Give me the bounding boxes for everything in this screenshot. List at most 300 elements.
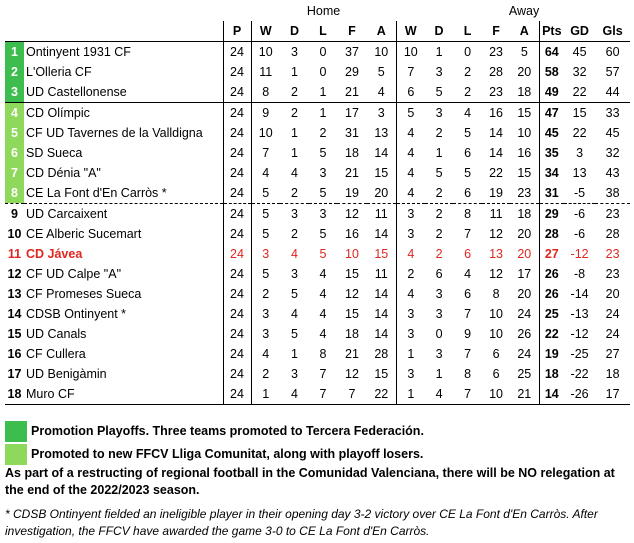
column-header: Gls [595, 21, 630, 42]
stat-cell: 5 [367, 62, 396, 82]
stat-cell: 2 [262, 367, 270, 381]
table-row [5, 344, 630, 364]
stat-cell: 3 [435, 287, 443, 301]
stat-cell: 16 [482, 103, 510, 124]
stat-cell: 31 [345, 126, 359, 140]
stat-cell: 24 [223, 143, 251, 163]
stat-cell: 24 [605, 327, 620, 341]
stat-cell: 24 [223, 324, 251, 344]
stat-cell: 23 [489, 45, 504, 59]
stat-cell: 6 [464, 186, 472, 200]
column-header: L [453, 21, 482, 42]
stat-cell: 2 [435, 126, 443, 140]
footnote: * CDSB Ontinyent fielded an ineligible player in their opening day 3-2 victory over CE La Font d'En Carròs. After investigation, the FFCV have awarded the game 3-0 to CE La Font d'En Carròs. [5, 507, 598, 538]
stat-cell: 24 [223, 364, 251, 384]
stat-cell: 35 [544, 146, 559, 160]
stat-cell: 12 [337, 204, 367, 225]
stat-cell: 45 [544, 126, 559, 140]
stat-cell: 0 [435, 327, 443, 341]
stat-cell: 25 [510, 364, 539, 384]
stat-cell: 2 [262, 287, 270, 301]
position-cell: 17 [7, 367, 22, 381]
table-row [5, 103, 630, 124]
stat-cell: 14 [367, 324, 396, 344]
stat-cell: 22 [367, 384, 396, 405]
stat-cell: 21 [345, 85, 359, 99]
stat-cell: 44 [605, 85, 620, 99]
stat-cell: 4 [319, 287, 327, 301]
stat-cell: 18 [510, 82, 539, 103]
legend [5, 421, 630, 465]
team-name-cell: CE La Font d'En Carròs * [24, 183, 223, 204]
stat-cell: 21 [345, 166, 359, 180]
stat-cell: 22 [572, 126, 587, 140]
stat-cell: 14 [539, 384, 564, 405]
stat-cell: 3 [262, 307, 270, 321]
stat-cell: 12 [345, 367, 359, 381]
stat-cell: 4 [464, 267, 472, 281]
stat-cell: 15 [367, 244, 396, 264]
column-header: A [510, 21, 539, 42]
position-cell: 5 [5, 123, 24, 143]
stat-cell: 4 [291, 307, 298, 321]
stat-cell: 7 [319, 367, 327, 381]
stat-cell: 1 [435, 367, 443, 381]
stat-cell: 3 [407, 227, 415, 241]
stat-cell: 43 [605, 166, 620, 180]
stat-cell: 4 [407, 166, 415, 180]
stat-cell: 29 [345, 65, 359, 79]
table-row [5, 304, 630, 324]
stat-cell: 24 [223, 62, 251, 82]
stat-cell: 2 [435, 247, 443, 261]
table-row [5, 82, 630, 103]
stat-cell: 2 [291, 85, 298, 99]
stat-cell: 12 [489, 227, 504, 241]
stat-cell: 1 [291, 126, 298, 140]
team-name-cell: UD Benigàmin [24, 364, 223, 384]
legend-promoted-lliga [5, 444, 630, 465]
stat-cell: 14 [367, 143, 396, 163]
table-row [5, 204, 630, 225]
stat-cell: 60 [605, 45, 620, 59]
stat-cell: 37 [345, 45, 359, 59]
stat-cell: 22 [489, 166, 504, 180]
position-cell: 10 [7, 227, 22, 241]
relegation-notice: As part of a restructing of regional football in the Comunidad Valenciana, there will be NO relegation at the end of the 2022/2023 season. [5, 466, 615, 497]
stat-cell: 28 [367, 344, 396, 364]
team-name-cell: UD Canals [24, 324, 223, 344]
column-header: A [367, 21, 396, 42]
stat-cell: 6 [492, 347, 500, 361]
stat-cell: 22 [544, 327, 559, 341]
stat-cell: 28 [544, 227, 559, 241]
stat-cell: 21 [510, 384, 539, 405]
stat-cell: 7 [407, 65, 415, 79]
stat-cell: 1 [396, 384, 425, 405]
stat-cell: 58 [544, 65, 559, 79]
stat-cell: 8 [492, 287, 500, 301]
stat-cell: 26 [544, 267, 559, 281]
stat-cell: 15 [367, 364, 396, 384]
stat-cell: 11 [259, 65, 273, 79]
stat-cell: 1 [435, 146, 443, 160]
stat-cell: 10 [489, 307, 504, 321]
stat-cell: 18 [510, 204, 539, 225]
stat-cell: 22 [572, 85, 587, 99]
stat-cell: 1 [251, 384, 280, 405]
stat-cell: 11 [482, 204, 510, 225]
stat-cell: 24 [223, 264, 251, 284]
stat-cell: 7 [464, 307, 472, 321]
stat-cell: 24 [223, 183, 251, 204]
stat-cell: 17 [595, 384, 630, 405]
stat-cell: 3 [262, 327, 270, 341]
stat-cell: 3 [319, 166, 327, 180]
stat-cell: 8 [464, 367, 472, 381]
stat-cell: 1 [291, 65, 298, 79]
stat-cell: 47 [539, 103, 564, 124]
stat-cell: 16 [345, 227, 359, 241]
table-row [5, 42, 630, 63]
stat-cell: -25 [570, 347, 589, 361]
stat-cell: 4 [319, 267, 327, 281]
stat-cell: 19 [345, 186, 359, 200]
legend-promotion-playoffs [5, 421, 630, 442]
position-cell: 11 [7, 247, 22, 261]
stat-cell: 3 [291, 45, 298, 59]
stat-cell: 24 [223, 42, 251, 63]
stat-cell: 3 [262, 247, 270, 261]
stat-cell: 23 [510, 183, 539, 204]
stat-cell: 1 [319, 85, 327, 99]
team-name-cell: CD Olímpic [24, 103, 223, 124]
stat-cell: 15 [367, 163, 396, 183]
stat-cell: 3 [367, 103, 396, 124]
stat-cell: 13 [367, 123, 396, 143]
table-row [5, 163, 630, 183]
stat-cell: 14 [367, 304, 396, 324]
stat-cell: 64 [544, 45, 559, 59]
stat-cell: 4 [407, 126, 415, 140]
stat-cell: 27 [544, 247, 559, 261]
stat-cell: 49 [544, 85, 559, 99]
stat-cell: 5 [319, 146, 327, 160]
stat-cell: 4 [453, 103, 482, 124]
column-header: P [223, 21, 251, 42]
league-table-body [5, 2, 630, 405]
stat-cell: 5 [251, 204, 280, 225]
stat-cell: -26 [564, 384, 595, 405]
stat-cell: 15 [510, 163, 539, 183]
stat-cell: 4 [407, 247, 415, 261]
stat-cell: 25 [544, 307, 559, 321]
stat-cell: 20 [510, 224, 539, 244]
stat-cell: 10 [258, 126, 273, 140]
stat-cell: 4 [407, 146, 415, 160]
stat-cell: 5 [262, 186, 270, 200]
stat-cell: 8 [453, 204, 482, 225]
position-cell: 13 [7, 287, 22, 301]
stat-cell: 8 [319, 347, 327, 361]
stat-cell: 10 [489, 327, 504, 341]
stat-cell: 14 [367, 224, 396, 244]
stat-cell: 2 [291, 227, 298, 241]
stat-cell: 24 [223, 123, 251, 143]
team-name-cell: L'Olleria CF [24, 62, 223, 82]
stat-cell: 23 [605, 247, 620, 261]
stat-cell: 4 [407, 186, 415, 200]
stat-cell: 4 [319, 307, 327, 321]
stat-cell: 24 [223, 384, 251, 405]
stat-cell: 10 [345, 247, 359, 261]
stat-cell: 2 [435, 227, 443, 241]
promotion-swatch [5, 421, 27, 442]
stat-cell: 3 [435, 307, 443, 321]
stat-cell: -6 [564, 204, 595, 225]
column-header: D [425, 21, 453, 42]
stat-cell: 14 [489, 146, 504, 160]
stat-cell: 5 [291, 327, 298, 341]
stat-cell: 10 [367, 42, 396, 63]
stat-cell: -6 [574, 227, 586, 241]
table-row [5, 324, 630, 344]
stat-cell: 24 [605, 307, 620, 321]
table-row [5, 244, 630, 264]
team-name-cell: UD Carcaixent [24, 204, 223, 225]
position-cell: 14 [7, 307, 22, 321]
stat-cell: 5 [435, 85, 443, 99]
stat-cell: 19 [544, 347, 559, 361]
team-name-cell: UD Castellonense [24, 82, 223, 103]
stat-cell: 3 [309, 204, 337, 225]
stat-cell: 3 [407, 367, 415, 381]
stat-cell: 2 [464, 85, 472, 99]
stat-cell: 6 [464, 247, 472, 261]
stat-cell: 3 [425, 103, 453, 124]
stat-cell: 15 [345, 307, 359, 321]
stat-cell: 5 [262, 227, 270, 241]
stat-cell: 6 [464, 287, 472, 301]
stat-cell: 3 [435, 347, 443, 361]
stat-cell: 3 [576, 146, 584, 160]
stat-cell: 4 [262, 347, 270, 361]
stat-cell: 1 [291, 146, 298, 160]
team-name-cell: CF Cullera [24, 344, 223, 364]
stat-cell: 2 [464, 65, 472, 79]
column-header-row [5, 21, 630, 42]
stat-cell: -8 [574, 267, 586, 281]
position-cell: 8 [5, 183, 24, 204]
stat-cell: 5 [262, 267, 270, 281]
stat-cell: 7 [262, 146, 270, 160]
promotion-playoffs-text: Promotion Playoffs. Three teams promoted to Tercera Federación. [31, 424, 424, 438]
position-cell: 18 [5, 384, 24, 405]
stat-cell: 29 [539, 204, 564, 225]
stat-cell: 13 [572, 166, 587, 180]
table-row [5, 143, 630, 163]
stat-cell: 18 [605, 367, 620, 381]
stat-cell: 15 [564, 103, 595, 124]
stat-cell: 7 [464, 347, 472, 361]
stat-cell: 5 [396, 103, 425, 124]
team-name-cell: CF Promeses Sueca [24, 284, 223, 304]
stat-cell: 4 [319, 327, 327, 341]
stat-cell: -13 [570, 307, 589, 321]
stat-cell: 4 [291, 247, 298, 261]
stat-cell: 5 [291, 287, 298, 301]
stat-cell: 4 [407, 287, 415, 301]
stat-cell: 6 [464, 146, 472, 160]
stat-cell: 5 [464, 126, 472, 140]
stat-cell: 24 [223, 304, 251, 324]
stat-cell: 7 [453, 384, 482, 405]
stat-cell: 3 [407, 327, 415, 341]
stat-cell: 0 [319, 45, 327, 59]
stat-cell: 3 [280, 204, 309, 225]
stat-cell: 32 [572, 65, 587, 79]
position-cell: 3 [5, 82, 24, 103]
stat-cell: 10 [510, 123, 539, 143]
stat-cell: 6 [492, 367, 500, 381]
stat-cell: 28 [489, 65, 504, 79]
stat-cell: 5 [319, 247, 327, 261]
stat-cell: 38 [605, 186, 620, 200]
stat-cell: 16 [510, 143, 539, 163]
column-header: F [482, 21, 510, 42]
stat-cell: 24 [223, 224, 251, 244]
stat-cell: 7 [309, 384, 337, 405]
stat-cell: 24 [223, 344, 251, 364]
stat-cell: 20 [510, 244, 539, 264]
stat-cell: 34 [544, 166, 559, 180]
stat-cell: -12 [570, 327, 589, 341]
stat-cell: 10 [403, 45, 418, 59]
league-table [5, 2, 630, 405]
stat-cell: 23 [489, 85, 504, 99]
stat-cell: -5 [574, 186, 586, 200]
stat-cell: -22 [570, 367, 589, 381]
stat-cell: -12 [570, 247, 589, 261]
stat-cell: 2 [407, 267, 415, 281]
stat-cell: 2 [280, 103, 309, 124]
stat-cell: 6 [407, 85, 415, 99]
stat-cell: 24 [223, 103, 251, 124]
stat-cell: 8 [262, 85, 270, 99]
stat-cell: 5 [435, 166, 443, 180]
table-row [5, 284, 630, 304]
stat-cell: 18 [345, 146, 359, 160]
stat-cell: 18 [345, 327, 359, 341]
stat-cell: 20 [510, 62, 539, 82]
stat-cell: 45 [605, 126, 620, 140]
stat-cell: 3 [291, 367, 298, 381]
table-row [5, 62, 630, 82]
team-name-cell: CD Dénia "A" [24, 163, 223, 183]
stat-cell: 9 [251, 103, 280, 124]
team-name-cell: CDSB Ontinyent * [24, 304, 223, 324]
home-group-label: Home [306, 4, 341, 18]
stat-cell: 24 [510, 344, 539, 364]
team-name-cell: Muro CF [24, 384, 223, 405]
table-row [5, 264, 630, 284]
promoted-lliga-text: Promoted to new FFCV Lliga Comunitat, along with playoff losers. [31, 447, 424, 461]
stat-cell: 2 [291, 186, 298, 200]
stat-cell: 17 [337, 103, 367, 124]
stat-cell: 57 [605, 65, 620, 79]
position-cell: 15 [7, 327, 22, 341]
stat-cell: 0 [464, 45, 472, 59]
column-header: GD [564, 21, 595, 42]
position-cell: 9 [5, 204, 24, 225]
position-cell: 6 [5, 143, 24, 163]
stat-cell: 13 [489, 247, 504, 261]
position-cell: 1 [5, 42, 24, 63]
stat-cell: 33 [595, 103, 630, 124]
stat-cell: 31 [544, 186, 559, 200]
stat-cell: 12 [489, 267, 504, 281]
column-header: L [309, 21, 337, 42]
stat-cell: 3 [291, 267, 298, 281]
stat-cell: 28 [605, 227, 620, 241]
stat-cell: 11 [367, 264, 396, 284]
stat-cell: 4 [280, 384, 309, 405]
stat-cell: 45 [572, 45, 587, 59]
stat-cell: 6 [435, 267, 443, 281]
stat-cell: 3 [407, 307, 415, 321]
stat-cell: 1 [407, 347, 415, 361]
stat-cell: 32 [605, 146, 620, 160]
stat-cell: 2 [425, 204, 453, 225]
group-header-row [5, 2, 630, 21]
playoff-swatch [5, 444, 27, 465]
stat-cell: 23 [605, 267, 620, 281]
stat-cell: 15 [345, 267, 359, 281]
stat-cell: 23 [595, 204, 630, 225]
stat-cell: 17 [510, 264, 539, 284]
stat-cell: 26 [510, 324, 539, 344]
team-name-cell: SD Sueca [24, 143, 223, 163]
stat-cell: 4 [262, 166, 270, 180]
stat-cell: 12 [345, 287, 359, 301]
stat-cell: 24 [223, 284, 251, 304]
column-header: W [251, 21, 280, 42]
team-name-cell: Ontinyent 1931 CF [24, 42, 223, 63]
position-cell: 12 [7, 267, 22, 281]
stat-cell: 9 [464, 327, 472, 341]
stat-cell: 5 [319, 227, 327, 241]
stat-cell: 14 [489, 126, 504, 140]
stat-cell: 15 [510, 103, 539, 124]
stat-cell: 10 [482, 384, 510, 405]
stat-cell: 7 [464, 227, 472, 241]
stat-cell: 27 [605, 347, 620, 361]
position-cell: 7 [5, 163, 24, 183]
position-cell: 4 [5, 103, 24, 124]
stat-cell: 5 [464, 166, 472, 180]
stat-cell: -14 [570, 287, 589, 301]
stat-cell: 2 [435, 186, 443, 200]
stat-cell: 1 [309, 103, 337, 124]
team-name-cell: CF UD Tavernes de la Valldigna [24, 123, 223, 143]
team-name-cell: CE Alberic Sucemart [24, 224, 223, 244]
stat-cell: 3 [396, 204, 425, 225]
table-row [5, 364, 630, 384]
stat-cell: 1 [291, 347, 298, 361]
column-header: D [280, 21, 309, 42]
column-header: F [337, 21, 367, 42]
stat-cell: 20 [510, 284, 539, 304]
